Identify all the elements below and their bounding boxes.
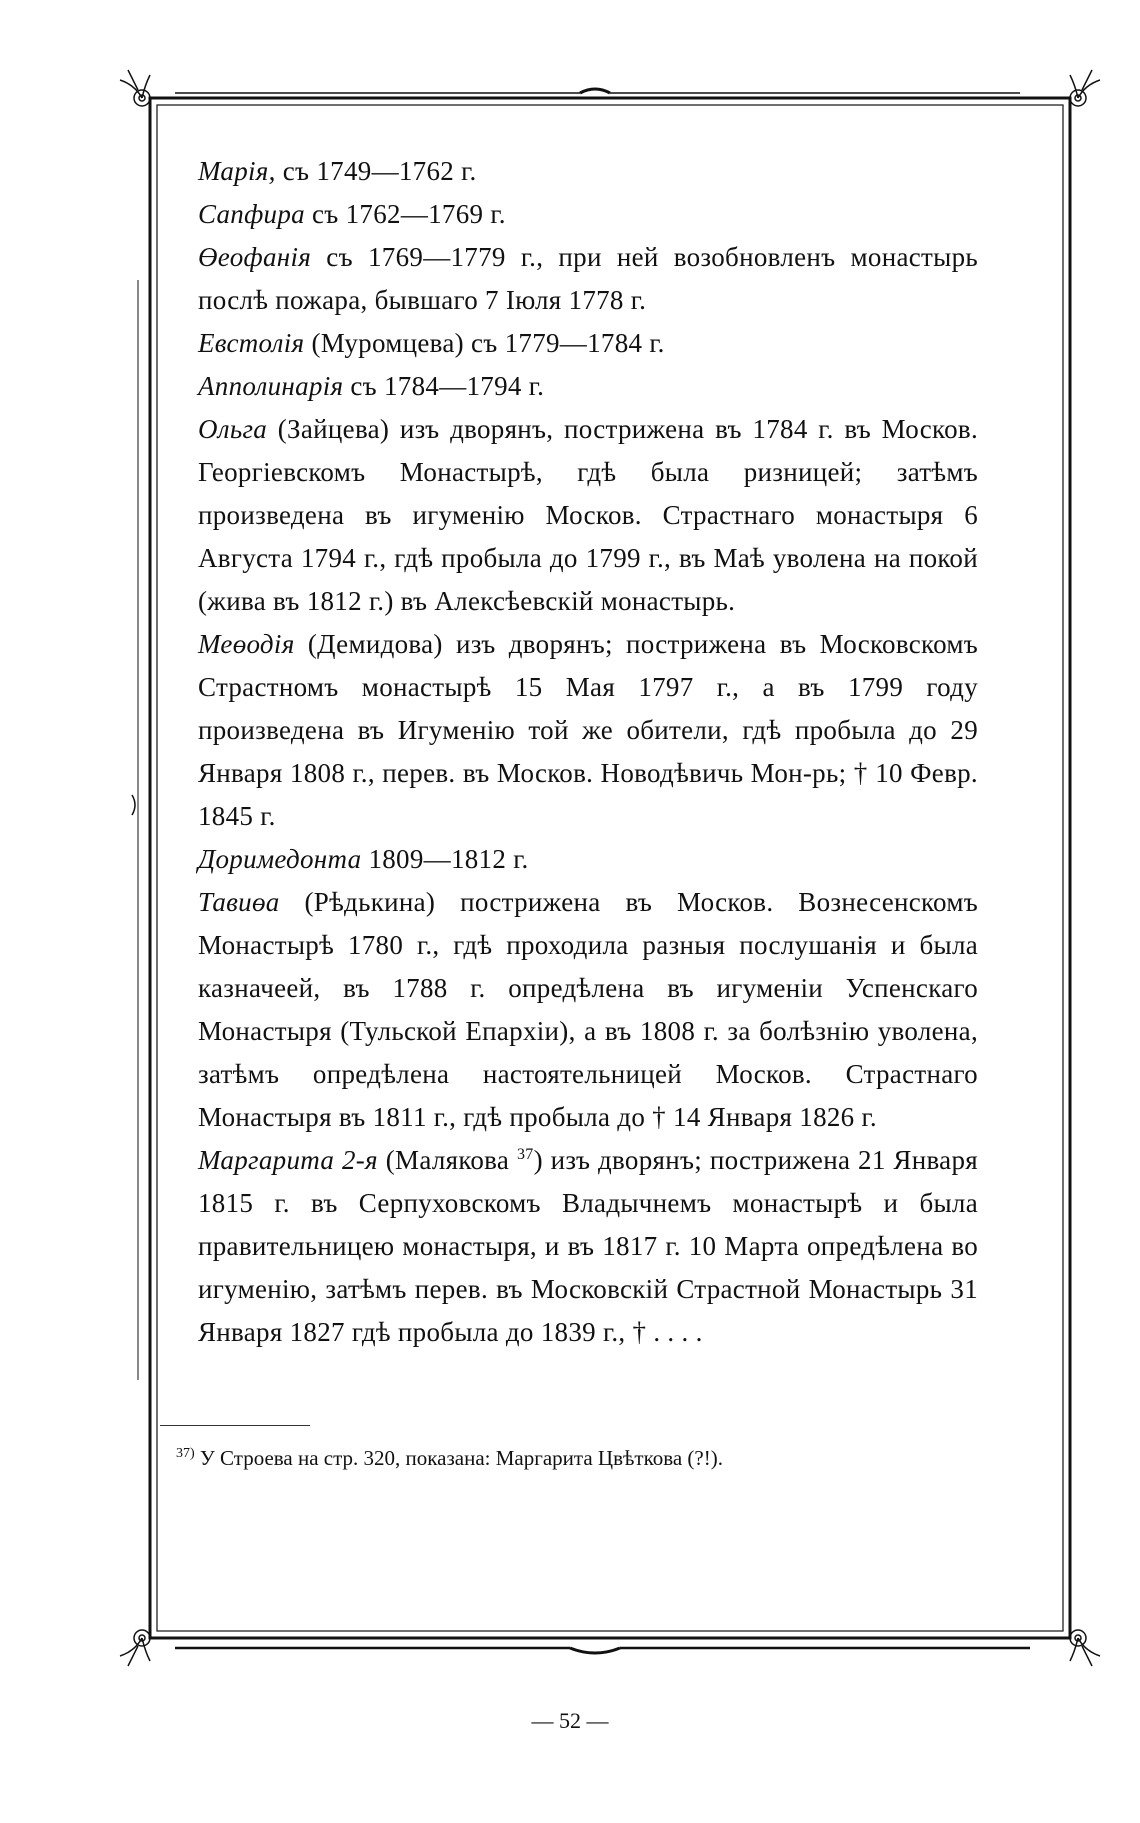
footnote-number: 37) [176, 1446, 195, 1461]
entry-evstoliya: Евстолія (Муромцева) съ 1779—1784 г. [198, 328, 665, 358]
corner-ornament-top-right [1070, 70, 1100, 106]
corner-ornament-top-left [120, 70, 150, 106]
entry-margarita: Маргарита 2-я (Малякова $^{37}$) изъ дворянъ; пострижена 21 Января 1815 г. въ Серпуховскомъ Владычнемъ монастырѣ и была правительницею монастыря, и въ 1817 г. 10 Марта опредѣлена во игуменію, затѣмъ перев. въ Московскій Страстной Монастырь 31 Января 1827 гдѣ пробыла до 1839 г., † . . . . [198, 1145, 978, 1347]
footnote-reference: 37 [516, 1146, 534, 1163]
entry-sapfira: Сапфира съ 1762—1769 г. [198, 199, 506, 229]
entry-feofaniya: Өеофанія съ 1769—1779 г., при ней возобновленъ монастырь послѣ пожара, бывшаго 7 Іюля 1778 г. [198, 242, 978, 315]
entry-tavifa: Тавиөа (Рѣдькина) пострижена въ Москов. Вознесенскомъ Монастырѣ 1780 г., гдѣ проходила разныя послушанія и была казначеей, въ 1788 г. опредѣлена въ игуменіи Успенскаго Монастыря (Тульской Епархіи), а въ 1808 г. за болѣзнію уволена, затѣмъ опредѣлена настоятельницей Москов. Страстнаго Монастыря въ 1811 г., гдѣ пробыла до † 14 Января 1826 г. [198, 887, 978, 1132]
entry-mariya: Марія, съ 1749—1762 г. [198, 156, 477, 186]
footnote-text: У Строева на стр. 320, показана: Маргарита Цвѣткова (?!). [194, 1446, 723, 1470]
corner-ornament-bottom-left [120, 1630, 150, 1666]
footnote-divider [160, 1425, 310, 1426]
entry-appolinariya: Апполинарія съ 1784—1794 г. [198, 371, 545, 401]
entry-mefodiya: Меөодія (Демидова) изъ дворянъ; пострижена въ Московскомъ Страстномъ монастырѣ 15 Мая 1797 г., а въ 1799 году произведена въ Игуменію той же обители, гдѣ пробыла до 29 Января 1808 г., перев. въ Москов. Новодѣвичь Мон-рь; † 10 Февр. 1845 г. [198, 629, 978, 831]
corner-ornament-bottom-right [1070, 1630, 1100, 1666]
entry-dorimedonta: Доримедонта 1809—1812 г. [198, 844, 529, 874]
entry-olga: Ольга (Зайцева) изъ дворянъ, пострижена въ 1784 г. въ Москов. Георгіевскомъ Монастырѣ, гдѣ была ризницей; затѣмъ произведена въ игуменію Москов. Страстнаго монастыря 6 Августа 1794 г., гдѣ пробыла до 1799 г., въ Маѣ уволена на покой (жива въ 1812 г.) въ Алексѣевскій монастырь. [198, 414, 978, 616]
page-number: — 52 — [531, 1708, 609, 1733]
footnote [176, 1440, 976, 1472]
main-text [198, 150, 978, 1354]
